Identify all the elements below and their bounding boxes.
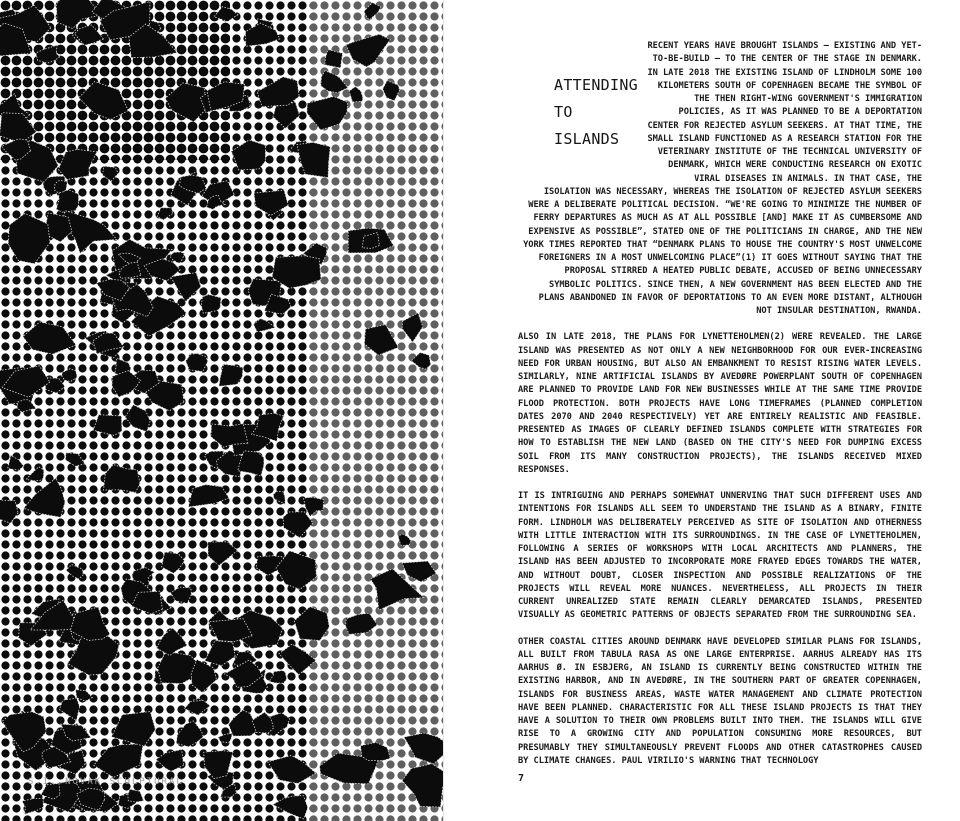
text-page bbox=[444, 0, 960, 821]
heading-line: ISLANDS bbox=[554, 130, 620, 148]
paragraph: ALSO IN LATE 2018, THE PLANS FOR LYNETTEHOLMEN(2) WERE REVEALED. THE LARGE ISLAND WAS PRESENTED AS NOT ONLY A NEW NEIGHBORHOOD FOR OUR EVER-INCREASING NEED FOR URBAN HOUSING, BUT ALSO AN EMBANKMENT TO RESIST RISING WATER LEVELS. SIMILARLY, NINE ARTIFICIAL ISLANDS BY AVEDØRE POWERPLANT SOUTH OF COPENHAGEN ARE PLANNED TO PROVIDE LAND FOR NEW BUSINESSES WHILE AT THE SAME TIME PROVIDE FLOOD PROTECTION. BOTH PROJECTS HAVE LONG TIMEFRAMES (PLANNED COMPLETION DATES 2070 AND 2040 RESPECTIVELY) YET ARE ENTIRELY REALISTIC AND FEASIBLE. PRESENTED AS IMAGES OF CLEARLY DEFINED ISLANDS COMPLETE WITH STRATEGIES FOR HOW TO ESTABLISH THE NEW LAND (BASED ON THE CITY'S NEED FOR DUMPING EXCESS SOIL FROM ITS MANY CONSTRUCTION PROJECTS), THE ISLANDS RECEIVED MIXED RESPONSES. bbox=[518, 332, 922, 475]
halftone-illustration bbox=[0, 0, 443, 821]
image-caption: S.I. NOVAK SCULPTURAL bbox=[28, 777, 184, 787]
paragraph: OTHER COASTAL CITIES AROUND DENMARK HAVE DEVELOPED SIMILAR PLANS FOR ISLANDS, ALL BUILT FROM TABULA RASA AS ONE LARGE ENTERPRISE. AARHUS ALREADY HAS ITS AARHUS Ø. IN ESBJERG, AN ISLAND IS CURRENTLY BEING CONSTRUCTED WITHIN THE EXISTING HARBOR, AND IN AVEDØRE, IN THE SOUTHERN PART OF GREATER COPENHAGEN, ISLANDS FOR BUSINESS AREAS, WASTE WATER MANAGEMENT AND CLIMATE PROTECTION HAVE BEEN PLANNED. CHARACTERISTIC FOR ALL THESE ISLAND PROJECTS IS THAT THEY HAVE A SOLUTION TO THEIR OWN PROBLEMS BUILT INTO THEM. THE ISLANDS WILL GIVE RISE TO A GROWING CITY AND POPULATION CONSUMING MORE RESOURCES, BUT PRESUMABLY THEY SIMULTANEOUSLY PREVENT FLOODS AND OTHER CATASTROPHES CAUSED BY CLIMATE CHANGES. PAUL VIRILIO'S WARNING THAT TECHNOLOGY bbox=[518, 636, 922, 766]
heading-line: TO bbox=[554, 103, 573, 121]
article-body bbox=[518, 40, 922, 781]
heading-line: ATTENDING bbox=[554, 76, 638, 94]
halftone-islands-art bbox=[0, 0, 443, 821]
paragraph: IT IS INTRIGUING AND PERHAPS SOMEWHAT UNNERVING THAT SUCH DIFFERENT USES AND INTENTIONS FOR ISLANDS ALL SEEM TO UNDERSTAND THE ISLAND AS A BINARY, FINITE FORM. LINDHOLM WAS DELIBERATELY PERCEIVED AS SITE OF ISOLATION AND OTHERNESS WITH LITTLE INTERACTION WITH ITS SURROUNDINGS. IN THE CASE OF LYNETTEHOLMEN, FOLLOWING A SERIES OF WORKSHOPS WITH LOCAL ARCHITECTS AND PLANNERS, THE ISLAND HAS BEEN ADJUSTED TO INCORPORATE MORE FRAYED EDGES TOWARDS THE WATER, AND WITHOUT DOUBT, CLOSER INSPECTION AND POSSIBLE REALIZATIONS OF THE PROJECTS WILL REVEAL MORE NUANCES. NEVERTHELESS, ALL PROJECTS IN THEIR CURRENT UNREALIZED STATE REMAIN CLEARLY DEMARCATED ISLANDS, PRESENTED VISUALLY AS GEOMETRIC PATTERNS OF OBJECTS SEPARATED FROM THE SURROUNDING SEA. bbox=[518, 491, 922, 621]
paragraph: RECENT YEARS HAVE BROUGHT ISLANDS – EXISTING AND YET-TO-BE-BUILD – TO THE CENTER OF THE STAGE IN DENMARK. IN LATE 2018 THE EXISTING ISLAND OF LINDHOLM SOME 100 KILOMETERS SOUTH OF COPENHAGEN BECAME THE SYMBOL OF THE THEN RIGHT-WING GOVERNMENT'S IMMIGRATION POLICIES, AS IT WAS PLANNED TO BE A DEPORTATION CENTER FOR REJECTED ASYLUM SEEKERS. AT THAT TIME, THE SMALL ISLAND FUNCTIONED AS A RESEARCH STATION FOR THE VETERINARY INSTITUTE OF THE TECHNICAL UNIVERSITY OF DENMARK, WHICH WERE CONDUCTING RESEARCH ON EXOTIC VIRAL DISEASES IN ANIMALS. IN THAT CASE, THE ISOLATION WAS NECESSARY, WHEREAS THE ISOLATION OF REJECTED ASYLUM SEEKERS WERE A DELIBERATE POLITICAL DECISION. “WE'RE GOING TO MINIMIZE THE NUMBER OF FERRY DEPARTURES AS MUCH AS AT ALL POSSIBLE [AND] MAKE IT AS CUMBERSOME AND EXPENSIVE AS POSSIBLE”, STATED ONE OF THE POLITICIANS IN CHARGE, AND THE NEW YORK TIMES REPORTED THAT “DENMARK PLANS TO HOUSE THE COUNTRY'S MOST UNWELCOME FOREIGNERS IN A MOST UNWELCOMING PLACE”(1) IT GOES WITHOUT SAYING THAT THE PROPOSAL STIRRED A HEATED PUBLIC DEBATE, ACCUSED OF BEING UNNECESSARY SYMBOLIC POLITICS. SINCE THEN, A NEW GOVERNMENT HAS BEEN ELECTED AND THE PLANS ABANDONED IN FAVOR OF DEPORTATIONS TO AN EVEN MORE DISTANT, ALTHOUGH NOT INSULAR DESTINATION, RWANDA. bbox=[523, 41, 922, 316]
page-number: 7 bbox=[518, 773, 525, 784]
